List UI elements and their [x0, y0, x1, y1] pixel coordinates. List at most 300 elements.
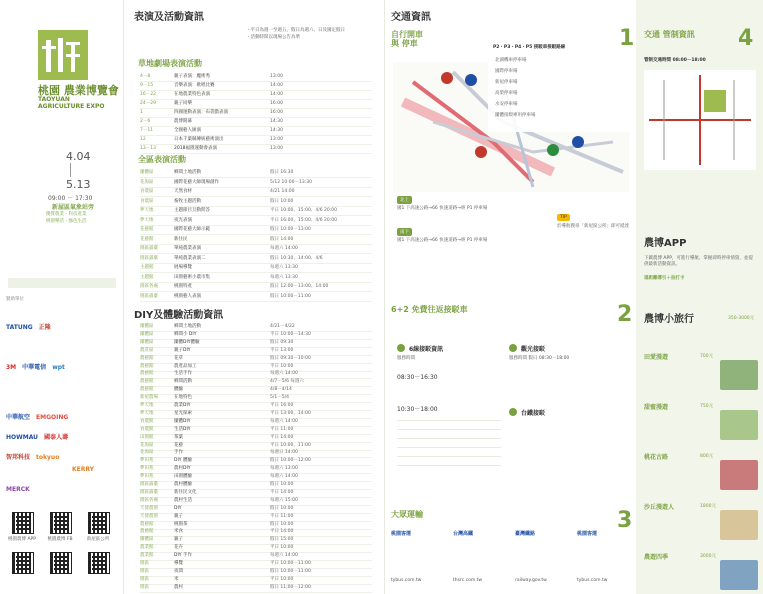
schedule-date: 園區露臺 [140, 489, 158, 495]
sponsor-label: 贊助單位 [6, 297, 24, 302]
schedule-date: 園區各處 [140, 497, 158, 503]
schedule-date: 16－22 [140, 92, 156, 97]
schedule-event: 導覽 [174, 561, 183, 566]
trip-photo [720, 360, 758, 390]
traffic-heading: 交通資訊 [391, 12, 431, 23]
trip-name: 田愛漫遊 [644, 354, 669, 361]
schedule-event: 夜間 [174, 568, 183, 574]
sponsor-howmau: HOWMAU [6, 434, 39, 441]
schedule-time: 平日 13:00、14:00 [270, 410, 311, 416]
shuttle-hours-time: 08:30－16:30 [397, 374, 438, 381]
parking-item: 團體接駁專用停車場 [495, 113, 536, 118]
control-time: 管制交通時間 08:00－18:00 [644, 58, 706, 63]
schedule-date: 9－15 [140, 83, 154, 88]
trip-price: 3000元 [700, 554, 716, 559]
trip-name: 沙丘漫遊人 [644, 504, 675, 511]
schedule-date: 食農區 [140, 198, 154, 204]
route-south-text: 國1 下高速公路→66 快速道路→經 P1 停車場 [397, 238, 488, 243]
schedule-time: 16:00 [270, 101, 283, 106]
stage-title: 草地劇場表演活動 [138, 59, 202, 68]
schedule-time: 4/21－4/22 [270, 324, 295, 329]
schedule-date: 園區露臺 [140, 255, 158, 261]
schedule-event: 國際花藝大師示範 [174, 227, 210, 232]
schedule-date: 園區 [140, 576, 149, 582]
schedule-time: 平日 16:00 [270, 403, 294, 408]
schedule-time: 每週六 15:00 [270, 497, 298, 503]
trip-title: 農博小旅行 [644, 314, 694, 325]
schedule-event: 生活DIY [174, 426, 191, 432]
schedule-time: 假日 10:00 [270, 198, 294, 204]
route-divider [397, 420, 501, 421]
schedule-time: 假日 10:00 [270, 482, 294, 487]
control-map [644, 70, 756, 170]
schedule-time: 每週六 14:00 [270, 553, 298, 559]
schedule-time: 假日 15:00 [270, 537, 294, 543]
schedule-time: 13:00 [270, 74, 283, 79]
schedule-event: 桃園藝人表演 [174, 293, 201, 299]
schedule-date: 園區各處 [140, 284, 158, 289]
schedule-time: 每週六 14:00 [270, 246, 298, 251]
schedule-time: 平日 10:00－14:30 [270, 331, 311, 337]
schedule-date: 夢天地 [140, 403, 154, 408]
schedule-row [140, 244, 372, 254]
qr-label-district: 新屋區公所 [86, 537, 110, 542]
traffic-panel [384, 0, 636, 594]
schedule-event: 米 [174, 576, 179, 582]
schedule-row [140, 225, 372, 235]
schedule-time: 5/12 10:00－13:30 [270, 179, 312, 185]
diy-heading: DIY及體驗活動資訊 [134, 310, 224, 321]
schedule-date: 天使農園 [140, 513, 158, 519]
schedule-row [140, 197, 372, 207]
sponsor-tokyuo: tokyuo [36, 454, 60, 461]
transit-url[interactable]: tybus.com.tw [391, 578, 422, 583]
schedule-date: 田園館 [140, 434, 154, 440]
schedule-time: 假日 10:00－12:00 [270, 458, 311, 464]
trip-price: 700元 [700, 354, 714, 359]
tip-badge: TIP [557, 214, 570, 221]
schedule-event: 親子DIY [174, 347, 191, 353]
schedule-time: 假日 11:00－12:00 [270, 584, 311, 590]
schedule-event: DIY 體驗 [174, 458, 192, 464]
schedule-time: 每週六 13:30 [270, 265, 298, 270]
schedule-row [140, 168, 372, 178]
schedule-date: 農藝館 [140, 363, 154, 369]
schedule-event: 田園體驗 [174, 474, 192, 480]
app-title: 農博APP [644, 238, 687, 249]
schedule-event: 天然食材 [174, 189, 192, 194]
schedule-time: 平日 10:00、11:00 [270, 442, 311, 448]
organizer-logos [8, 278, 116, 288]
schedule-time: 假日 10:00－11:00 [270, 293, 311, 299]
section-number-1: 1 [619, 26, 635, 51]
qr-code-4[interactable] [12, 552, 34, 574]
schedule-time: 假日 10:00 [270, 521, 294, 527]
schedule-time: 每週六 14:00 [270, 474, 298, 480]
parking-item: 高榮停車場 [495, 91, 518, 96]
schedule-event: 團體DIY體驗 [174, 339, 200, 345]
schedule-date: 農藝館 [140, 355, 154, 361]
schedule-event: 鄉間土地活動 [174, 324, 201, 329]
venue: 新屋區氣象站旁 [52, 204, 95, 211]
transit-url[interactable]: thsrc.com.tw [453, 578, 483, 583]
schedule-event: 在地農業特色表演 [174, 92, 210, 97]
schedule-time: 平日 11:00 [270, 426, 294, 432]
end-date: 5.13 [66, 178, 91, 191]
schedule-date: 夢田苑 [140, 458, 154, 464]
trip-price-range: 350-3000元 [728, 316, 755, 321]
app-sub: 遠距離導引＋拍打卡 [644, 276, 685, 281]
parking-item: 水安停車場 [495, 102, 518, 107]
schedule-event: 農博開幕 [174, 119, 192, 124]
schedule-time: 假日 16:30 [270, 170, 294, 175]
trip-price: 800元 [700, 454, 714, 459]
trip-name: 桃花古路 [644, 454, 669, 461]
trip-price: 1800元 [700, 504, 716, 509]
route-divider [397, 429, 501, 430]
sponsor-wpt: wpt [52, 364, 65, 371]
schedule-event: 親子 [174, 537, 183, 543]
shuttle-line-6: 6線接駁資訊 [409, 346, 444, 353]
schedule-event: DIY 手作 [174, 553, 192, 559]
tip-text: 於導航搜尋「新屋區公所」即可抵達 [557, 224, 629, 229]
schedule-time: 每週六 13:00 [270, 466, 298, 472]
open-hours: 09:00 － 17:30 [48, 195, 93, 202]
schedule-event: 夜光表演 [174, 217, 192, 223]
schedule-date: 園區露臺 [140, 482, 158, 487]
transit-title: 大眾運輸 [391, 510, 423, 519]
slogan-1: 優質農業・科技產業 [46, 212, 87, 217]
schedule-time: 平日 16:00、15:00、4/6 20:00 [270, 217, 338, 223]
schedule-event: 親子表演：魔術秀 [174, 74, 210, 79]
schedule-date: 農業館 [140, 545, 154, 551]
schedule-panel [124, 0, 384, 594]
schedule-time: 5/1－5/4 [270, 395, 289, 401]
schedule-date: 團體區 [140, 339, 154, 345]
schedule-date: 7－11 [140, 128, 154, 133]
schedule-time: 平日 10:00 [270, 576, 294, 582]
schedule-time: 平日 11:00 [270, 513, 294, 519]
schedule-event: 2018福園運動會表演 [174, 146, 217, 151]
schedule-date: 農業館 [140, 553, 154, 559]
schedule-event: 手作 [174, 450, 183, 456]
sponsor-row-5 [6, 452, 59, 461]
schedule-time: 假日 10:00－11:00 [270, 568, 311, 574]
schedule-time: 假日 14:00 [270, 236, 294, 242]
schedule-date: 花海區 [140, 442, 154, 448]
schedule-date: 食農區 [140, 189, 154, 194]
schedule-event: 桃園特產 [174, 284, 192, 289]
schedule-date: 園區 [140, 584, 149, 590]
parking-item: 北湖機車停車場 [495, 58, 527, 63]
schedule-event: 畜牧主題活動 [174, 198, 201, 204]
expo-title: 桃園 農業博覽會 [38, 84, 119, 97]
schedule-time: 平日 14:00 [270, 529, 294, 535]
schedule-time: 每週六 13:30 [270, 274, 298, 280]
schedule-event: 田園藝術小農市集 [174, 274, 210, 280]
schedule-row [140, 144, 372, 154]
sponsor-merck: MERCK [6, 486, 30, 493]
schedule-time: 13:00 [270, 137, 283, 142]
schedule-date: 新屋農場 [140, 395, 158, 401]
schedule-time: 14:30 [270, 119, 283, 124]
schedule-event: 四國運動表演：布袋戲表演 [174, 110, 228, 115]
schedule-time: 平日 10:00－11:00 [270, 561, 311, 566]
schedule-event: 在地特色 [174, 395, 192, 401]
schedule-date: 農藝館 [140, 379, 154, 385]
schedule-time: 4/7－5/6 每週六 [270, 379, 304, 385]
qr-code-fb[interactable] [50, 512, 72, 534]
schedule-time: 14:30 [270, 128, 283, 133]
shuttle-dot-3 [509, 408, 517, 416]
transit-operator: 台灣高鐵 [453, 531, 474, 537]
route-divider [397, 438, 501, 439]
route-divider [397, 447, 501, 448]
schedule-event: 米食 [174, 529, 183, 535]
schedule-date: 農藝館 [140, 371, 154, 377]
schedule-event: 茶葉 [174, 434, 183, 440]
transit-operator: 桃園客運 [577, 531, 598, 537]
tag-south: 南下 [397, 228, 412, 236]
route-north-text: 國1 下高速公路→66 快速道路→經 P1 停車場 [397, 206, 488, 211]
sponsor-row-3 [6, 412, 68, 421]
qr-code-5[interactable] [50, 552, 72, 574]
qr-code-app[interactable] [12, 512, 34, 534]
parking-header: P2・P3・P4・P5 接駁車接駁路線 [493, 45, 566, 50]
sponsor-kerry: KERRY [72, 466, 95, 473]
transit-operator: 桃園客運 [391, 531, 412, 537]
schedule-event: 鄉間活動 [174, 379, 192, 385]
schedule-event: 親子 [174, 513, 183, 519]
trip-price: 750元 [700, 404, 714, 409]
schedule-date: 夢田苑 [140, 466, 154, 472]
parking-item: 新屋停車場 [495, 80, 518, 85]
shuttle-dot-2 [509, 344, 517, 352]
schedule-event: 親子同樂 [174, 101, 192, 106]
schedule-time: 4/8－4/14 [270, 387, 292, 393]
expo-logo [38, 30, 88, 80]
schedule-time: 平日 14:00 [270, 489, 294, 495]
transit-url[interactable]: tybus.com.tw [577, 578, 608, 583]
section-number-2: 2 [617, 302, 633, 327]
show-note-2: ・活動時間以現場公告為準 [246, 35, 300, 40]
schedule-date: 農莊區 [140, 347, 154, 353]
sponsor-china-airlines: 中華航空 [6, 414, 31, 421]
schedule-date: 團體區 [140, 170, 154, 175]
sponsor-row-1 [6, 322, 51, 331]
schedule-date: 團體區 [140, 331, 154, 337]
date-divider [70, 163, 71, 177]
schedule-event: DIY [174, 505, 182, 511]
sponsor-cht: 中華電信 [22, 364, 47, 371]
schedule-row [140, 273, 372, 283]
schedule-time: 假日 09:30 [270, 339, 294, 345]
schedule-event: 國際花藝大師現場創作 [174, 179, 219, 185]
schedule-date: 園區 [140, 561, 149, 566]
parking-item: 國際停車場 [495, 69, 518, 74]
schedule-event: 日本千葉縣傳統藝術演出 [174, 137, 224, 142]
schedule-time: 平日 10:00 [270, 545, 294, 551]
zones-title: 全區表演活動 [138, 155, 186, 164]
trip-name: 甜蜜漫遊 [644, 404, 669, 411]
schedule-date: 24－29 [140, 101, 156, 106]
schedule-date: 園區露臺 [140, 293, 158, 299]
slogan-2: 桃園樂活・綠色生活 [46, 219, 87, 224]
shuttle-hours-time-2: 10:30－18:00 [397, 406, 438, 413]
schedule-event: 團體DIY [174, 418, 191, 424]
schedule-event: 新住民文化 [174, 489, 197, 495]
schedule-time: 14:00 [270, 92, 283, 97]
schedule-time: 13:00 [270, 146, 283, 151]
schedule-date: 食農館 [140, 426, 154, 432]
schedule-event: 桃園茶 [174, 521, 188, 527]
schedule-time: 假日 10:00 [270, 505, 294, 511]
sponsor-zhenglong: 正隆 [38, 324, 51, 331]
sponsor-tatung: TATUNG [6, 324, 33, 331]
schedule-time: 假日 09:30－10:00 [270, 355, 311, 361]
schedule-date: 園區露臺 [140, 246, 158, 251]
schedule-date: 花藝館 [140, 236, 154, 242]
transit-url[interactable]: railway.gov.tw [515, 578, 547, 583]
schedule-date: 主題館 [140, 274, 154, 280]
schedule-row [140, 235, 372, 245]
schedule-row [140, 254, 372, 264]
schedule-event: 花藝 [174, 442, 183, 448]
sponsor-accton: 智邦科技 [6, 454, 31, 461]
schedule-date: 花藝館 [140, 227, 154, 232]
shuttle-sightseeing: 觀光接駁 [521, 346, 546, 353]
route-divider [397, 465, 501, 466]
tag-north: 北上 [397, 196, 412, 204]
qr-label-app: 桃園農博 APP [8, 537, 36, 542]
sponsor-row-4 [6, 432, 68, 441]
schedule-date: 食農館 [140, 418, 154, 424]
schedule-date: 花海區 [140, 179, 154, 185]
schedule-row [140, 216, 372, 226]
schedule-date: 團體區 [140, 324, 154, 329]
schedule-event: 單純農業表演二 [174, 255, 206, 261]
schedule-date: 團體區 [140, 537, 154, 543]
schedule-date: 夢天地 [140, 208, 154, 213]
show-note-1: ・平日為週一至週五，假日為週六、日及國定假日 [246, 28, 345, 33]
app-text: 下載農博 APP，可進行導航、掌握即時停車情資，並提供最新活動資訊。 [644, 256, 753, 267]
schedule-time: 每週日 14:00 [270, 450, 298, 456]
schedule-event: 全國藝人匯演 [174, 128, 201, 133]
schedule-event: 農村 [174, 584, 183, 590]
sponsor-emgoing: EMGOING [36, 414, 69, 421]
trip-photo [720, 460, 758, 490]
sponsor-cathay: 國泰人壽 [44, 434, 69, 441]
qr-label-fb: 桃園農博 FB [47, 537, 73, 542]
control-title: 交通 管制資訊 [644, 30, 695, 39]
expo-english-title: TAOYUAN AGRICULTURE EXPO [38, 96, 105, 110]
shuttle-hours-label: 服務時間 [397, 356, 415, 361]
route-divider [397, 456, 501, 457]
schedule-event: 農村生活 [174, 497, 192, 503]
schedule-date: 農藝館 [140, 529, 154, 535]
shuttle-sightseeing-hours: 服務時間 假日 08:30－18:00 [509, 356, 570, 361]
schedule-date: 4－8 [140, 74, 151, 79]
schedule-date: 13－13 [140, 146, 156, 151]
section-number-3: 3 [617, 508, 633, 533]
schedule-time: 假日 12:00－13:00、14:00 [270, 284, 329, 289]
show-heading: 表演及活動資訊 [134, 12, 204, 23]
schedule-event: 鄉間小 DIY [174, 331, 197, 337]
section-number-4: 4 [738, 26, 754, 51]
trip-photo [720, 560, 758, 590]
schedule-time: 平日 10:00 [270, 363, 294, 369]
schedule-date: 12 [140, 137, 146, 142]
schedule-time: 平日 14:00 [270, 434, 294, 440]
start-date: 4.04 [66, 150, 91, 163]
info-panel [636, 0, 763, 594]
schedule-event: 生活手作 [174, 371, 192, 377]
trip-name: 農遊四季 [644, 554, 669, 561]
schedule-row [140, 178, 372, 188]
shuttle-dot-1 [397, 344, 405, 352]
schedule-row [140, 583, 372, 593]
schedule-event: 新住民 [174, 236, 188, 242]
schedule-date: 農藝館 [140, 387, 154, 393]
schedule-event: 單純農業表演 [174, 246, 201, 251]
schedule-time: 假日 10:30、14:00、4/6 [270, 255, 323, 261]
schedule-event: 農業DIY [174, 403, 191, 408]
schedule-time: 16:00 [270, 110, 283, 115]
schedule-date: 2－6 [140, 119, 151, 124]
schedule-row [140, 206, 372, 216]
schedule-date: 花海區 [140, 450, 154, 456]
schedule-event: 音樂表演：歌唱比賽 [174, 83, 215, 88]
shuttle-title: 6+2 免費往返接駁車 [391, 305, 468, 314]
schedule-date: 1 [140, 110, 143, 115]
schedule-row [140, 292, 372, 302]
schedule-event: 農村DIY [174, 466, 191, 472]
schedule-event: 鄉間土地活動 [174, 170, 201, 175]
schedule-time: 4/21 14:00 [270, 189, 295, 194]
shuttle-train: 台鐵接駁 [521, 410, 546, 417]
schedule-date: 園區 [140, 568, 149, 574]
driving-title: 自行開車 與 停車 [391, 30, 423, 48]
schedule-time: 14:00 [270, 83, 283, 88]
schedule-date: 夢田苑 [140, 474, 154, 480]
schedule-row [140, 263, 372, 273]
qr-code-6[interactable] [88, 552, 110, 574]
schedule-event: 花卉 [174, 545, 183, 551]
schedule-time: 每週六 14:00 [270, 418, 298, 424]
schedule-time: 平日 10:00、15:00、4/6 20:00 [270, 208, 338, 213]
schedule-date: 夢天地 [140, 410, 154, 416]
schedule-date: 主題館 [140, 265, 154, 270]
schedule-event: 星光探索 [174, 410, 192, 416]
cover-panel [0, 0, 124, 594]
transit-operator: 臺灣鐵路 [515, 531, 536, 537]
schedule-time: 假日 10:00－13:00 [270, 227, 311, 232]
sponsor-row-2 [6, 362, 65, 371]
schedule-time: 每週六 14:00 [270, 371, 298, 377]
qr-code-district[interactable] [88, 512, 110, 534]
schedule-date: 天使農園 [140, 505, 158, 511]
schedule-event: 農產品加工 [174, 363, 197, 369]
trip-photo [720, 510, 758, 540]
sponsor-3m: 3M [6, 364, 17, 371]
schedule-date: 夢天地 [140, 217, 154, 223]
schedule-event: 體驗 [174, 387, 183, 393]
schedule-event: 展場導覽 [174, 265, 192, 270]
schedule-row [140, 187, 372, 197]
schedule-event: 農村體驗 [174, 482, 192, 487]
trip-photo [720, 410, 758, 440]
schedule-event: 花草 [174, 355, 183, 361]
